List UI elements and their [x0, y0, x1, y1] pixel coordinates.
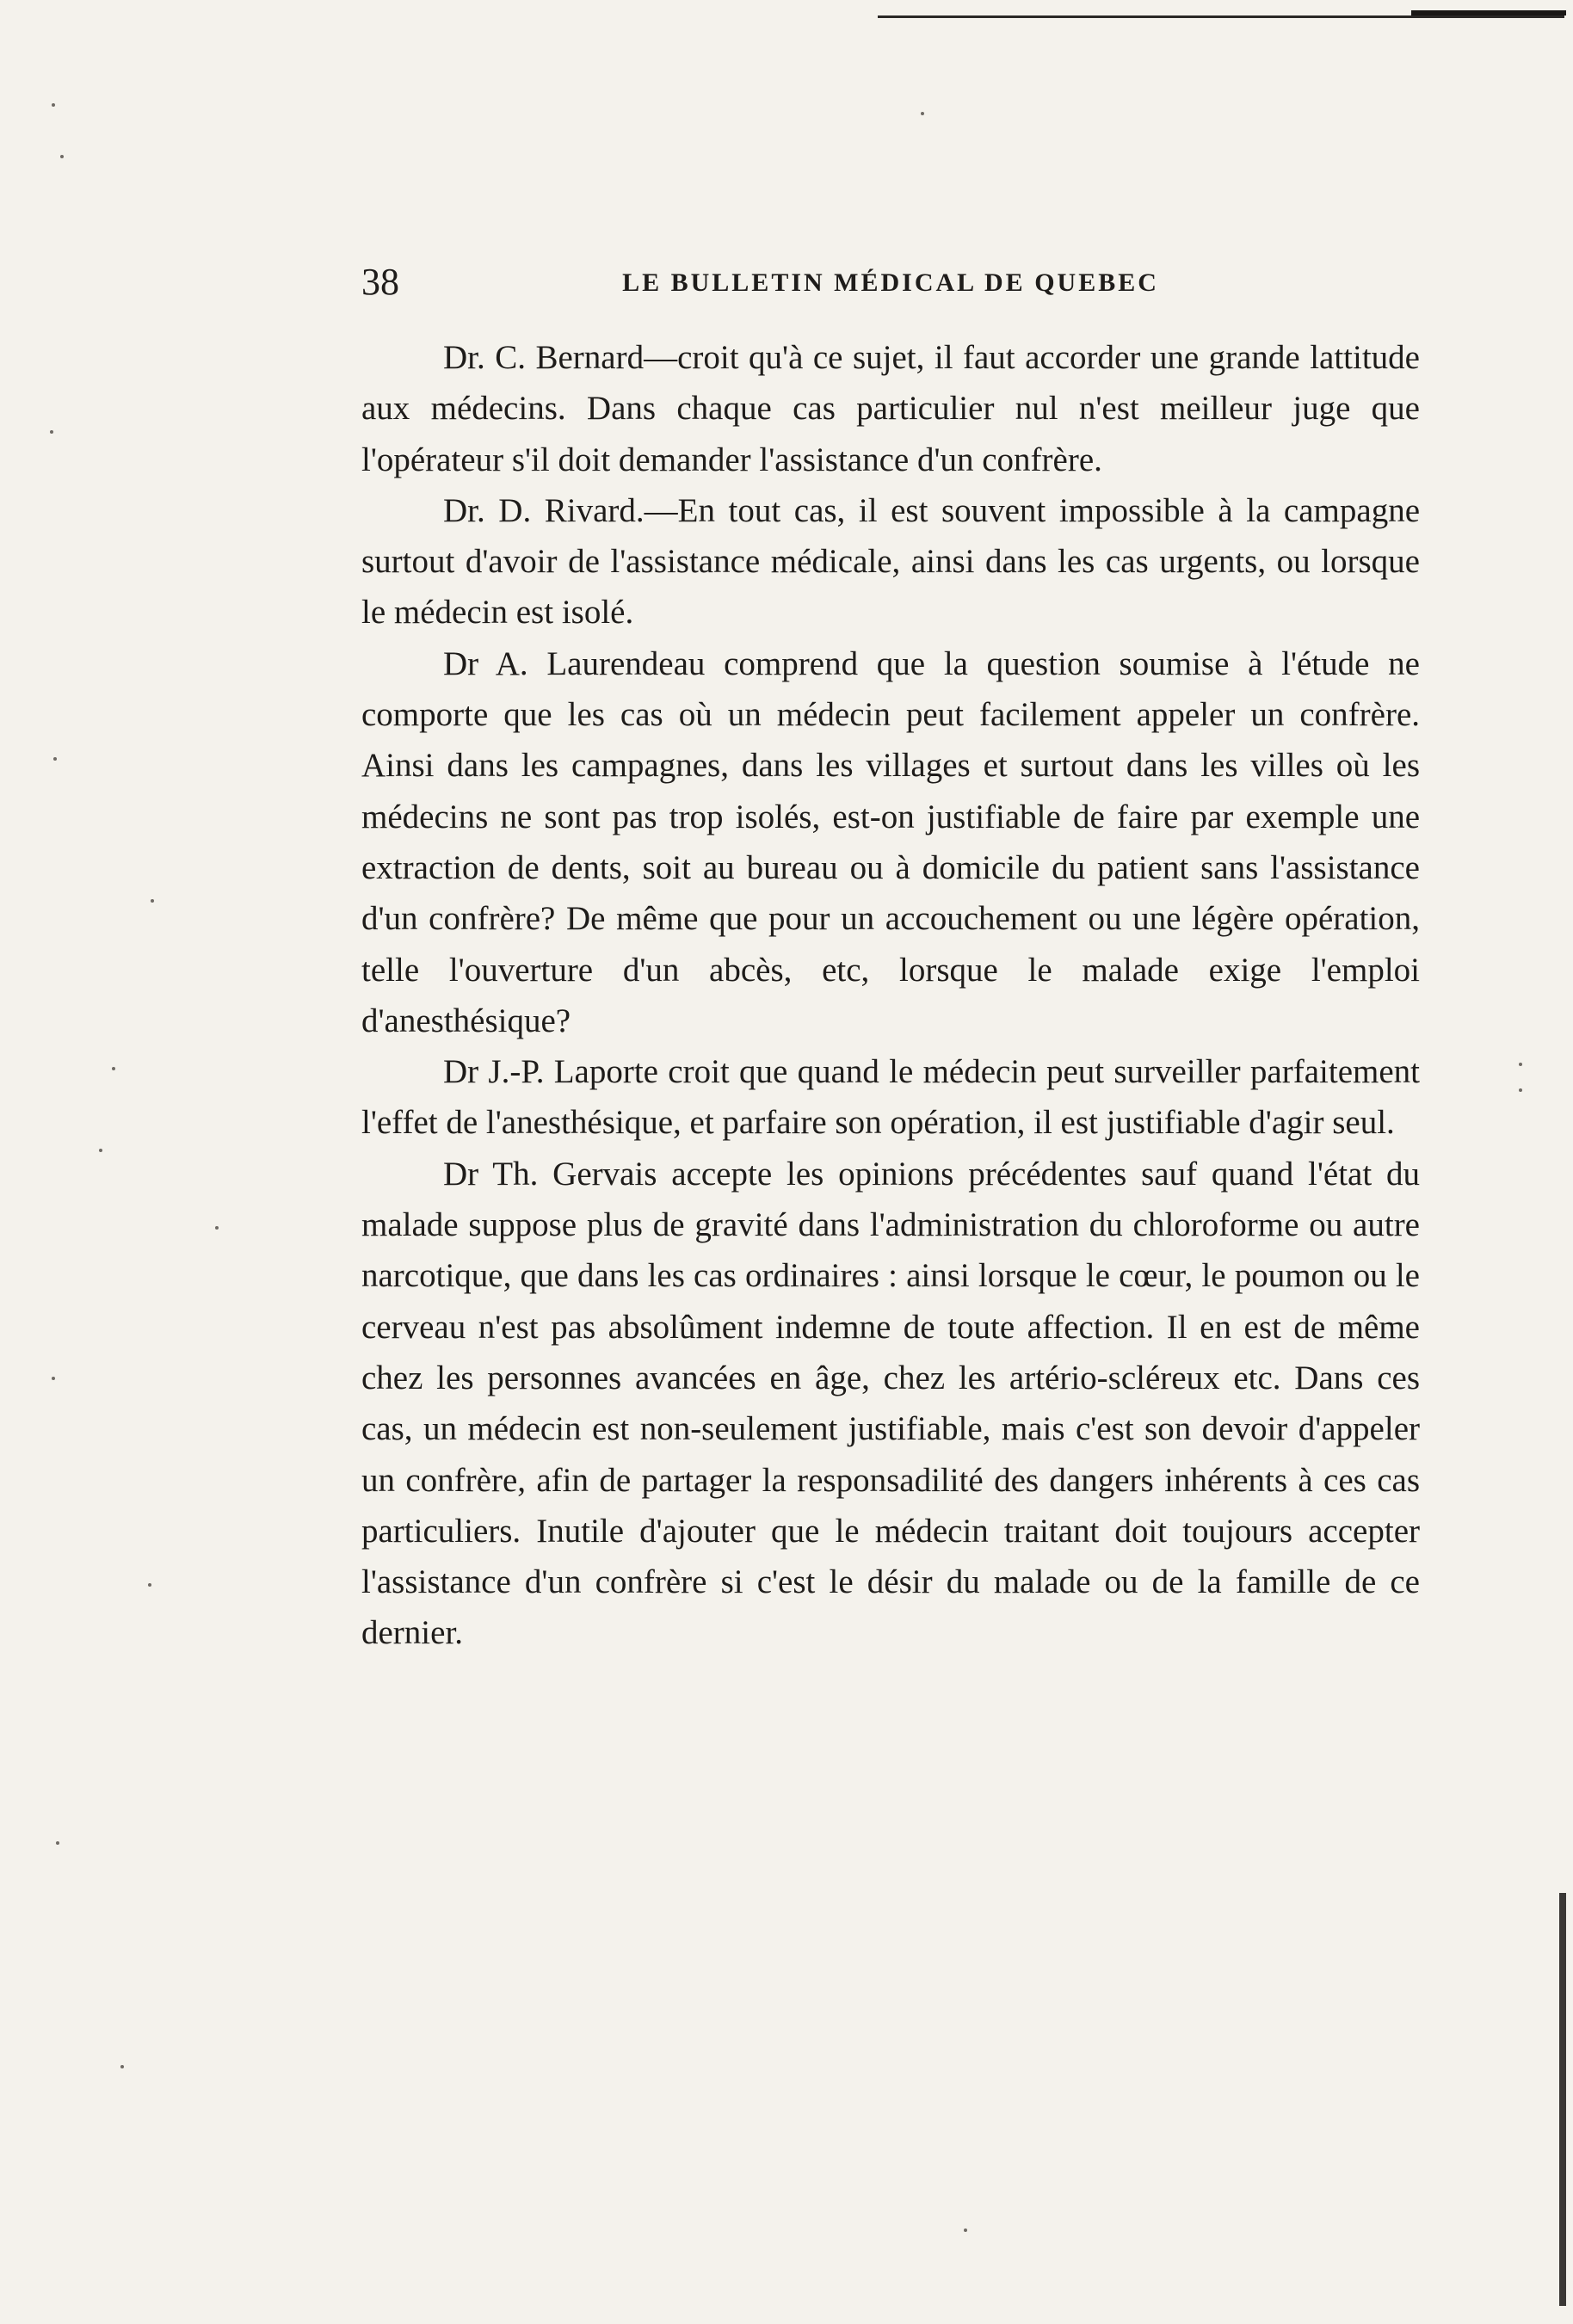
scan-speck [921, 112, 924, 115]
paragraph-text: comprend que la question soumise à l'étude ne comporte que les cas où un médecin peut facilement appeler un confrère. Ainsi dans les campagnes, dans les villages et surtout dans les villes où les médecins ne sont pas trop isolés, est-on justifiable de faire par exemple une extraction de dents, soit au bureau ou à domicile du patient sans l'assistance d'un confrère? De même que pour un accouchement ou une légère opération, telle l'ouverture d'un abcès, etc, lorsque le malade exige l'emploi d'anesthésique? [361, 644, 1420, 1039]
speaker-name: Dr J.-P. Laporte [443, 1053, 658, 1091]
speaker-name: Dr Th. Gervais [443, 1155, 657, 1193]
scan-speck [215, 1226, 219, 1230]
scan-speck [99, 1149, 102, 1152]
paragraph-text: croit que quand le médecin peut surveiller parfaitement l'effet de l'anesthésique, et parfaire son opération, il est justifiable d'agir seul. [361, 1053, 1420, 1142]
scan-speck [112, 1067, 115, 1070]
scan-speck [1519, 1088, 1522, 1092]
scan-speck [964, 2228, 967, 2232]
scan-top-rule [878, 15, 1564, 18]
scan-speck [148, 1583, 151, 1587]
scan-speck [50, 430, 53, 434]
speaker-name: Dr A. Laurendeau [443, 644, 706, 682]
scan-page-edge [1559, 1893, 1566, 2306]
scan-top-rule-thick [1411, 10, 1566, 15]
scan-speck [52, 1377, 55, 1380]
scan-speck [151, 899, 154, 903]
paragraph-laurendeau [361, 638, 1420, 1046]
scan-speck [1519, 1063, 1522, 1066]
book-page [361, 258, 1420, 1659]
scan-speck [53, 757, 57, 761]
running-head [361, 258, 1420, 306]
speaker-name: Dr. D. Rivard. [443, 491, 645, 529]
paragraph-laporte [361, 1046, 1420, 1149]
paragraph-text: —croit qu'à ce sujet, il faut accorder une grande lattitude aux médecins. Dans chaque cas particulier nul n'est meilleur juge que l'opérateur s'il doit demander l'assistance d'un confrère. [361, 339, 1420, 478]
scan-speck [120, 2065, 124, 2068]
paragraph-rivard [361, 485, 1420, 638]
scan-speck [52, 103, 55, 107]
paragraph-text: accepte les opinions précédentes sauf quand l'état du malade suppose plus de gravité dans l'administration du chloroforme ou autre narcotique, que dans les cas ordinaires : ainsi lorsque le cœur, le poumon ou le cerveau n'est pas absolûment indemne de toute affection. Il en est de même chez les personnes avancées en âge, chez les artério-scléreux etc. Dans ces cas, un médecin est non-seulement justifiable, mais c'est son devoir d'appeler un confrère, afin de partager la responsadilité des dangers inhérents à ces cas particuliers. Inutile d'ajouter que le médecin traitant doit toujours accepter l'assistance d'un confrère si c'est le désir du malade ou de la famille de ce dernier. [361, 1155, 1420, 1652]
scan-speck [56, 1841, 59, 1845]
paragraph-gervais [361, 1149, 1420, 1659]
running-title: LE BULLETIN MÉDICAL DE QUEBEC [622, 268, 1159, 297]
scan-speck [60, 155, 64, 158]
speaker-name: Dr. C. Bernard [443, 339, 645, 376]
paragraph-text: —En tout cas, il est souvent impossible à la campagne surtout d'avoir de l'assistance médicale, ainsi dans les cas urgents, ou lorsque le médecin est isolé. [361, 491, 1421, 632]
paragraph-bernard [361, 332, 1420, 485]
page-number: 38 [361, 261, 399, 303]
